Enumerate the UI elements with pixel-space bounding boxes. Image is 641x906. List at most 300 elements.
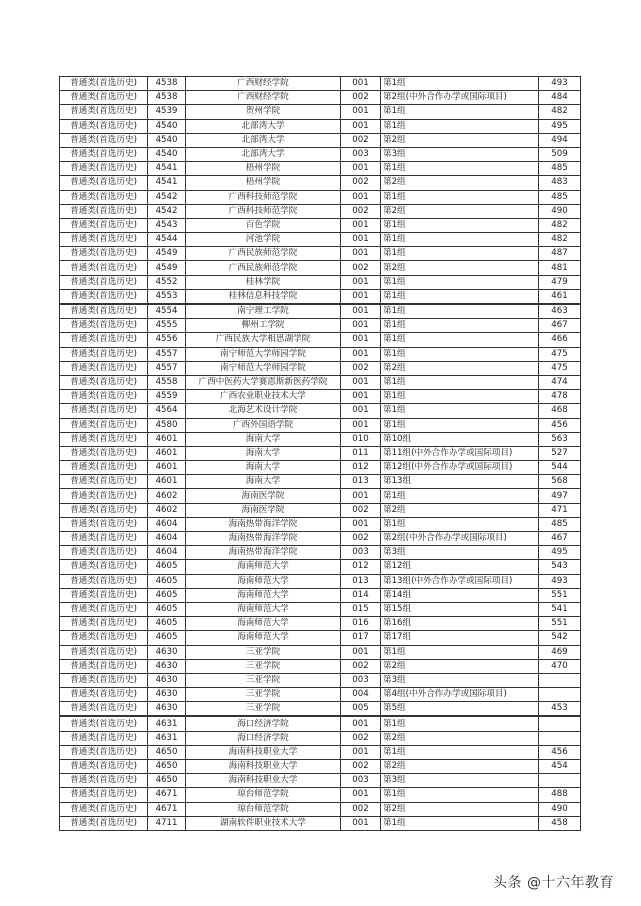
group-code-cell: 004: [341, 688, 381, 702]
group-name-cell: 第2组: [381, 503, 539, 517]
school-name-cell: 梧州学院: [186, 176, 341, 190]
table-row: [60, 702, 581, 717]
group-name-cell: 第1组: [381, 275, 539, 289]
min-score-cell: 467: [539, 319, 581, 333]
table-row: [60, 645, 581, 659]
group-code-cell: 002: [341, 91, 381, 105]
table-row: [60, 659, 581, 673]
group-code-cell: 003: [341, 673, 381, 687]
school-name-cell: 三亚学院: [186, 702, 341, 717]
school-name-cell: 海南大学: [186, 461, 341, 475]
group-name-cell: 第3组: [381, 673, 539, 687]
min-score-cell: 482: [539, 233, 581, 247]
group-code-cell: 001: [341, 816, 381, 830]
group-name-cell: 第1组: [381, 745, 539, 759]
category-cell: 普通类(首选历史): [60, 673, 148, 687]
table-row: [60, 432, 581, 446]
school-code-cell: 4542: [148, 204, 186, 218]
school-code-cell: 4541: [148, 162, 186, 176]
school-code-cell: 4605: [148, 631, 186, 645]
category-cell: 普通类(首选历史): [60, 218, 148, 232]
category-cell: 普通类(首选历史): [60, 489, 148, 503]
school-name-cell: 贺州学院: [186, 105, 341, 119]
category-cell: 普通类(首选历史): [60, 546, 148, 560]
school-code-cell: 4542: [148, 190, 186, 204]
school-name-cell: 北部湾大学: [186, 133, 341, 147]
school-code-cell: 4580: [148, 418, 186, 432]
group-name-cell: 第2组: [381, 760, 539, 774]
min-score-cell: 475: [539, 361, 581, 375]
table-row: [60, 816, 581, 830]
school-code-cell: 4557: [148, 361, 186, 375]
table-row: [60, 275, 581, 289]
category-cell: 普通类(首选历史): [60, 261, 148, 275]
group-name-cell: 第1组: [381, 233, 539, 247]
group-name-cell: 第2组: [381, 731, 539, 745]
group-code-cell: 003: [341, 774, 381, 788]
table-row: [60, 760, 581, 774]
table-row: [60, 261, 581, 275]
category-cell: 普通类(首选历史): [60, 517, 148, 531]
min-score-cell: 481: [539, 261, 581, 275]
group-name-cell: 第1组: [381, 489, 539, 503]
school-code-cell: 4604: [148, 532, 186, 546]
school-name-cell: 琼台师范学院: [186, 788, 341, 802]
group-code-cell: 001: [341, 218, 381, 232]
school-name-cell: 桂林学院: [186, 275, 341, 289]
min-score-cell: 485: [539, 190, 581, 204]
category-cell: 普通类(首选历史): [60, 390, 148, 404]
group-code-cell: 017: [341, 631, 381, 645]
group-name-cell: 第5组: [381, 702, 539, 717]
school-name-cell: 海南师范大学: [186, 588, 341, 602]
group-code-cell: 001: [341, 190, 381, 204]
min-score-cell: [539, 716, 581, 731]
group-name-cell: 第1组: [381, 418, 539, 432]
group-code-cell: 002: [341, 361, 381, 375]
group-code-cell: 001: [341, 375, 381, 389]
min-score-cell: 468: [539, 404, 581, 418]
table-row: [60, 716, 581, 731]
school-name-cell: 海南热带海洋学院: [186, 532, 341, 546]
group-code-cell: 005: [341, 702, 381, 717]
school-name-cell: 北部湾大学: [186, 147, 341, 161]
group-code-cell: 013: [341, 475, 381, 489]
school-name-cell: 三亚学院: [186, 673, 341, 687]
category-cell: 普通类(首选历史): [60, 475, 148, 489]
school-code-cell: 4605: [148, 560, 186, 574]
table-row: [60, 802, 581, 816]
min-score-cell: 568: [539, 475, 581, 489]
table-body: [60, 77, 581, 831]
min-score-cell: 493: [539, 77, 581, 91]
school-code-cell: 4601: [148, 461, 186, 475]
min-score-cell: 551: [539, 617, 581, 631]
school-code-cell: 4557: [148, 347, 186, 361]
min-score-cell: 479: [539, 275, 581, 289]
category-cell: 普通类(首选历史): [60, 716, 148, 731]
group-name-cell: 第1组: [381, 77, 539, 91]
table-row: [60, 418, 581, 432]
group-code-cell: 001: [341, 489, 381, 503]
table-row: [60, 333, 581, 347]
category-cell: 普通类(首选历史): [60, 731, 148, 745]
school-code-cell: 4559: [148, 390, 186, 404]
category-cell: 普通类(首选历史): [60, 119, 148, 133]
school-code-cell: 4601: [148, 475, 186, 489]
group-name-cell: 第15组: [381, 602, 539, 616]
group-name-cell: 第10组: [381, 432, 539, 446]
table-row: [60, 574, 581, 588]
group-name-cell: 第11组(中外合作办学或国际项目): [381, 446, 539, 460]
group-code-cell: 001: [341, 418, 381, 432]
group-code-cell: 013: [341, 574, 381, 588]
category-cell: 普通类(首选历史): [60, 432, 148, 446]
table-row: [60, 233, 581, 247]
group-code-cell: 001: [341, 517, 381, 531]
school-code-cell: 4564: [148, 404, 186, 418]
school-code-cell: 4541: [148, 176, 186, 190]
group-code-cell: 001: [341, 275, 381, 289]
table-row: [60, 91, 581, 105]
group-code-cell: 003: [341, 546, 381, 560]
min-score-cell: 466: [539, 333, 581, 347]
school-code-cell: 4555: [148, 319, 186, 333]
min-score-cell: 478: [539, 390, 581, 404]
category-cell: 普通类(首选历史): [60, 774, 148, 788]
min-score-cell: 484: [539, 91, 581, 105]
group-code-cell: 002: [341, 133, 381, 147]
school-code-cell: 4605: [148, 574, 186, 588]
group-name-cell: 第1组: [381, 289, 539, 304]
group-name-cell: 第13组: [381, 475, 539, 489]
group-code-cell: 001: [341, 404, 381, 418]
min-score-cell: [539, 673, 581, 687]
category-cell: 普通类(首选历史): [60, 247, 148, 261]
table-row: [60, 560, 581, 574]
school-code-cell: 4630: [148, 688, 186, 702]
category-cell: 普通类(首选历史): [60, 461, 148, 475]
category-cell: 普通类(首选历史): [60, 275, 148, 289]
school-code-cell: 4543: [148, 218, 186, 232]
min-score-cell: 456: [539, 418, 581, 432]
group-name-cell: 第2组: [381, 176, 539, 190]
school-code-cell: 4602: [148, 503, 186, 517]
school-code-cell: 4604: [148, 546, 186, 560]
category-cell: 普通类(首选历史): [60, 404, 148, 418]
min-score-cell: 461: [539, 289, 581, 304]
school-name-cell: 海南师范大学: [186, 631, 341, 645]
group-code-cell: 002: [341, 503, 381, 517]
min-score-cell: 509: [539, 147, 581, 161]
table-row: [60, 731, 581, 745]
school-code-cell: 4604: [148, 517, 186, 531]
category-cell: 普通类(首选历史): [60, 333, 148, 347]
min-score-cell: 490: [539, 204, 581, 218]
table-row: [60, 475, 581, 489]
school-code-cell: 4650: [148, 774, 186, 788]
school-name-cell: 海口经济学院: [186, 716, 341, 731]
school-name-cell: 海南热带海洋学院: [186, 546, 341, 560]
watermark: 头条 @十六年教育: [493, 875, 614, 891]
group-name-cell: 第1组: [381, 716, 539, 731]
school-code-cell: 4558: [148, 375, 186, 389]
min-score-cell: 497: [539, 489, 581, 503]
school-name-cell: 南宁理工学院: [186, 304, 341, 319]
category-cell: 普通类(首选历史): [60, 702, 148, 717]
table-row: [60, 289, 581, 304]
category-cell: 普通类(首选历史): [60, 91, 148, 105]
group-name-cell: 第1组: [381, 218, 539, 232]
min-score-cell: 471: [539, 503, 581, 517]
min-score-cell: [539, 774, 581, 788]
table-row: [60, 446, 581, 460]
group-name-cell: 第2组: [381, 361, 539, 375]
school-name-cell: 海南大学: [186, 432, 341, 446]
category-cell: 普通类(首选历史): [60, 105, 148, 119]
table-row: [60, 602, 581, 616]
school-name-cell: 梧州学院: [186, 162, 341, 176]
group-name-cell: 第1组: [381, 333, 539, 347]
min-score-cell: 453: [539, 702, 581, 717]
group-name-cell: 第3组: [381, 147, 539, 161]
school-name-cell: 广西民族大学相思湖学院: [186, 333, 341, 347]
school-name-cell: 海南师范大学: [186, 602, 341, 616]
min-score-cell: 482: [539, 218, 581, 232]
category-cell: 普通类(首选历史): [60, 760, 148, 774]
school-name-cell: 广西科技师范学院: [186, 190, 341, 204]
group-name-cell: 第2组: [381, 261, 539, 275]
school-code-cell: 4630: [148, 659, 186, 673]
group-code-cell: 002: [341, 532, 381, 546]
min-score-cell: 469: [539, 645, 581, 659]
min-score-cell: 495: [539, 119, 581, 133]
group-code-cell: 002: [341, 176, 381, 190]
table-row: [60, 745, 581, 759]
min-score-cell: 488: [539, 788, 581, 802]
group-name-cell: 第4组(中外合作办学或国际项目): [381, 688, 539, 702]
category-cell: 普通类(首选历史): [60, 588, 148, 602]
min-score-cell: 475: [539, 347, 581, 361]
group-code-cell: 002: [341, 659, 381, 673]
group-name-cell: 第12组: [381, 560, 539, 574]
school-name-cell: 桂林信息科技学院: [186, 289, 341, 304]
min-score-cell: 487: [539, 247, 581, 261]
group-name-cell: 第2组: [381, 802, 539, 816]
school-name-cell: 琼台师范学院: [186, 802, 341, 816]
school-name-cell: 海南师范大学: [186, 574, 341, 588]
table-row: [60, 133, 581, 147]
group-code-cell: 002: [341, 802, 381, 816]
table-row: [60, 105, 581, 119]
category-cell: 普通类(首选历史): [60, 133, 148, 147]
group-name-cell: 第2组(中外合作办学或国际项目): [381, 532, 539, 546]
school-name-cell: 海南大学: [186, 446, 341, 460]
table-row: [60, 361, 581, 375]
category-cell: 普通类(首选历史): [60, 204, 148, 218]
min-score-cell: 493: [539, 574, 581, 588]
category-cell: 普通类(首选历史): [60, 77, 148, 91]
category-cell: 普通类(首选历史): [60, 816, 148, 830]
table-row: [60, 774, 581, 788]
table-row: [60, 546, 581, 560]
category-cell: 普通类(首选历史): [60, 147, 148, 161]
group-name-cell: 第12组(中外合作办学或国际项目): [381, 461, 539, 475]
school-name-cell: 南宁师范大学师园学院: [186, 347, 341, 361]
group-code-cell: 002: [341, 731, 381, 745]
school-name-cell: 柳州工学院: [186, 319, 341, 333]
group-code-cell: 012: [341, 560, 381, 574]
school-code-cell: 4602: [148, 489, 186, 503]
group-name-cell: 第1组: [381, 404, 539, 418]
group-code-cell: 001: [341, 162, 381, 176]
group-name-cell: 第1组: [381, 788, 539, 802]
school-name-cell: 南宁师范大学师园学院: [186, 361, 341, 375]
group-name-cell: 第1组: [381, 119, 539, 133]
school-code-cell: 4631: [148, 716, 186, 731]
table-row: [60, 503, 581, 517]
min-score-cell: 551: [539, 588, 581, 602]
school-name-cell: 三亚学院: [186, 688, 341, 702]
min-score-cell: 563: [539, 432, 581, 446]
category-cell: 普通类(首选历史): [60, 560, 148, 574]
group-code-cell: 011: [341, 446, 381, 460]
school-code-cell: 4605: [148, 588, 186, 602]
category-cell: 普通类(首选历史): [60, 645, 148, 659]
school-name-cell: 北部湾大学: [186, 119, 341, 133]
min-score-cell: 470: [539, 659, 581, 673]
category-cell: 普通类(首选历史): [60, 802, 148, 816]
group-name-cell: 第2组: [381, 659, 539, 673]
school-name-cell: 广西民族师范学院: [186, 261, 341, 275]
table-row: [60, 489, 581, 503]
table-row: [60, 461, 581, 475]
category-cell: 普通类(首选历史): [60, 190, 148, 204]
school-code-cell: 4552: [148, 275, 186, 289]
group-name-cell: 第1组: [381, 304, 539, 319]
school-name-cell: 海南师范大学: [186, 617, 341, 631]
school-code-cell: 4553: [148, 289, 186, 304]
school-name-cell: 海南科技职业大学: [186, 774, 341, 788]
category-cell: 普通类(首选历史): [60, 446, 148, 460]
school-name-cell: 海南科技职业大学: [186, 760, 341, 774]
group-name-cell: 第1组: [381, 319, 539, 333]
category-cell: 普通类(首选历史): [60, 503, 148, 517]
min-score-cell: 494: [539, 133, 581, 147]
category-cell: 普通类(首选历史): [60, 631, 148, 645]
school-name-cell: 广西中医药大学赛恩斯新医药学院: [186, 375, 341, 389]
category-cell: 普通类(首选历史): [60, 162, 148, 176]
table-row: [60, 204, 581, 218]
school-name-cell: 海南大学: [186, 475, 341, 489]
category-cell: 普通类(首选历史): [60, 418, 148, 432]
school-name-cell: 海口经济学院: [186, 731, 341, 745]
group-code-cell: 001: [341, 333, 381, 347]
group-code-cell: 001: [341, 347, 381, 361]
category-cell: 普通类(首选历史): [60, 745, 148, 759]
table-row: [60, 218, 581, 232]
school-name-cell: 百色学院: [186, 218, 341, 232]
group-name-cell: 第17组: [381, 631, 539, 645]
school-name-cell: 海南医学院: [186, 503, 341, 517]
group-code-cell: 014: [341, 588, 381, 602]
table-row: [60, 532, 581, 546]
group-name-cell: 第1组: [381, 347, 539, 361]
category-cell: 普通类(首选历史): [60, 617, 148, 631]
table-row: [60, 176, 581, 190]
category-cell: 普通类(首选历史): [60, 574, 148, 588]
min-score-cell: 543: [539, 560, 581, 574]
school-name-cell: 广西外国语学院: [186, 418, 341, 432]
min-score-cell: 485: [539, 162, 581, 176]
school-code-cell: 4549: [148, 247, 186, 261]
school-name-cell: 北海艺术设计学院: [186, 404, 341, 418]
group-name-cell: 第2组: [381, 133, 539, 147]
group-code-cell: 001: [341, 247, 381, 261]
table-row: [60, 162, 581, 176]
school-code-cell: 4554: [148, 304, 186, 319]
min-score-cell: 458: [539, 816, 581, 830]
category-cell: 普通类(首选历史): [60, 659, 148, 673]
min-score-cell: 454: [539, 760, 581, 774]
group-code-cell: 001: [341, 319, 381, 333]
group-code-cell: 001: [341, 304, 381, 319]
category-cell: 普通类(首选历史): [60, 319, 148, 333]
min-score-cell: 541: [539, 602, 581, 616]
category-cell: 普通类(首选历史): [60, 532, 148, 546]
group-code-cell: 012: [341, 461, 381, 475]
school-code-cell: 4540: [148, 119, 186, 133]
group-code-cell: 001: [341, 645, 381, 659]
school-name-cell: 三亚学院: [186, 659, 341, 673]
school-name-cell: 三亚学院: [186, 645, 341, 659]
min-score-cell: [539, 688, 581, 702]
group-code-cell: 016: [341, 617, 381, 631]
table-row: [60, 319, 581, 333]
school-code-cell: 4601: [148, 446, 186, 460]
group-code-cell: 010: [341, 432, 381, 446]
category-cell: 普通类(首选历史): [60, 176, 148, 190]
school-code-cell: 4630: [148, 645, 186, 659]
group-code-cell: 002: [341, 204, 381, 218]
group-code-cell: 001: [341, 289, 381, 304]
school-code-cell: 4605: [148, 602, 186, 616]
min-score-cell: 544: [539, 461, 581, 475]
category-cell: 普通类(首选历史): [60, 361, 148, 375]
group-code-cell: 001: [341, 105, 381, 119]
group-code-cell: 001: [341, 716, 381, 731]
school-name-cell: 海南师范大学: [186, 560, 341, 574]
group-code-cell: 003: [341, 147, 381, 161]
table-row: [60, 119, 581, 133]
school-code-cell: 4650: [148, 760, 186, 774]
group-code-cell: 001: [341, 788, 381, 802]
school-code-cell: 4556: [148, 333, 186, 347]
school-code-cell: 4540: [148, 133, 186, 147]
school-code-cell: 4540: [148, 147, 186, 161]
group-code-cell: 001: [341, 119, 381, 133]
min-score-cell: 495: [539, 546, 581, 560]
school-code-cell: 4630: [148, 673, 186, 687]
group-name-cell: 第1组: [381, 375, 539, 389]
school-name-cell: 河池学院: [186, 233, 341, 247]
group-code-cell: 015: [341, 602, 381, 616]
table-row: [60, 147, 581, 161]
group-name-cell: 第14组: [381, 588, 539, 602]
table-row: [60, 588, 581, 602]
table-row: [60, 617, 581, 631]
group-name-cell: 第1组: [381, 247, 539, 261]
